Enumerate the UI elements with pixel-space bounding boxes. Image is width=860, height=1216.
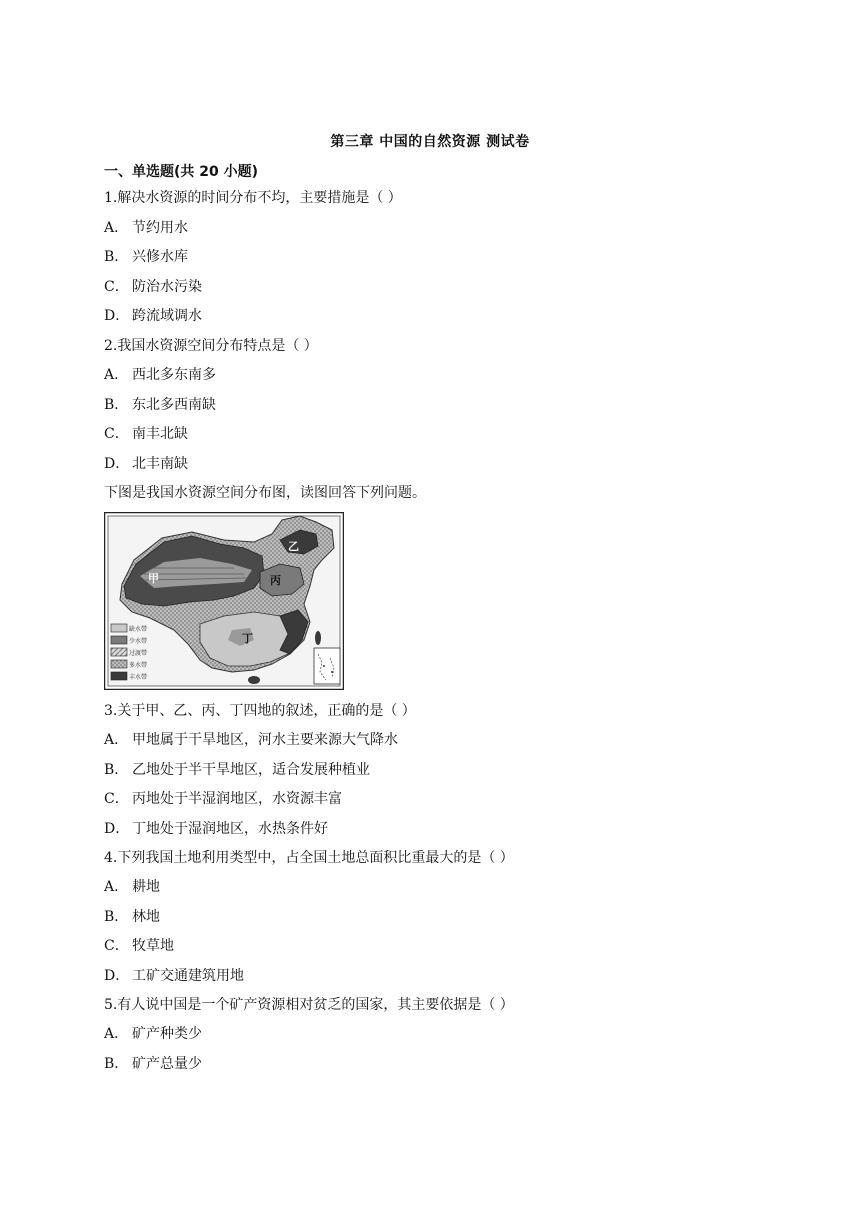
option-text: 牧草地 — [132, 938, 174, 955]
option-letter: C． — [104, 426, 129, 442]
option-letter: A． — [104, 1026, 129, 1043]
question-stem: 2.我国水资源空间分布特点是（ ） — [104, 337, 318, 354]
option-letter: B． — [104, 761, 129, 778]
option-letter: B． — [104, 249, 129, 265]
answer-option — [104, 790, 342, 808]
answer-option — [104, 820, 328, 838]
answer-option — [104, 307, 202, 325]
question-stem: 4.下列我国土地利用类型中，占全国土地总面积比重最大的是（ ） — [104, 850, 514, 866]
option-text: 西北多东南多 — [132, 367, 216, 383]
answer-option — [104, 908, 160, 926]
label-yi: 乙 — [288, 540, 299, 553]
option-letter: A． — [104, 732, 129, 749]
water-resource-map — [104, 512, 344, 690]
option-letter: B． — [104, 1055, 129, 1072]
option-letter: B． — [104, 396, 129, 413]
question-stem: 3.关于甲、乙、丙、丁四地的叙述，正确的是（ ） — [104, 703, 416, 719]
south-sea-inset — [314, 648, 340, 684]
answer-option — [104, 731, 398, 749]
answer-option — [104, 248, 188, 266]
option-text: 跨流域调水 — [132, 308, 202, 324]
answer-option — [104, 967, 244, 985]
answer-option — [104, 219, 188, 237]
option-text: 甲地属于干旱地区，河水主要来源大气降水 — [132, 732, 398, 749]
option-text: 兴修水库 — [132, 249, 188, 265]
option-letter: A． — [104, 367, 129, 383]
china-map-figure — [104, 512, 344, 690]
section-heading: 一、单选题(共 20 小题) — [104, 164, 259, 180]
option-text: 矿产种类少 — [132, 1026, 202, 1043]
answer-option — [104, 455, 188, 473]
option-letter: D． — [104, 820, 130, 837]
legend-item: 缺水带 — [129, 626, 148, 633]
label-ding: 丁 — [242, 632, 253, 645]
option-letter: C． — [104, 791, 129, 808]
legend-item: 过渡带 — [129, 650, 148, 657]
option-text: 丁地处于湿润地区，水热条件好 — [132, 820, 328, 837]
answer-option — [104, 761, 370, 779]
answer-option — [104, 1055, 202, 1073]
answer-option — [104, 425, 188, 443]
option-text: 防治水污染 — [132, 278, 202, 295]
answer-option — [104, 937, 174, 955]
option-text: 耕地 — [132, 879, 160, 896]
option-letter: A． — [104, 879, 129, 896]
option-letter: D． — [104, 308, 130, 324]
option-letter: D． — [104, 455, 130, 472]
question-stem: 5.有人说中国是一个矿产资源相对贫乏的国家，其主要依据是（ ） — [104, 997, 514, 1013]
answer-option — [104, 396, 216, 414]
option-letter: C． — [104, 278, 129, 295]
option-letter: C． — [104, 938, 129, 955]
answer-option — [104, 1025, 202, 1043]
option-text: 林地 — [132, 908, 160, 925]
question-stem: 下图是我国水资源空间分布图，读图回答下列问题。 — [104, 485, 426, 501]
answer-option — [104, 878, 160, 896]
option-text: 乙地处于半干旱地区，适合发展种植业 — [132, 761, 370, 778]
option-text: 东北多西南缺 — [132, 396, 216, 413]
option-text: 丙地处于半湿润地区，水资源丰富 — [132, 791, 342, 808]
page-title: 第三章 中国的自然资源 测试卷 — [330, 134, 530, 150]
answer-option — [104, 366, 216, 384]
option-letter: D． — [104, 967, 130, 984]
question-stem: 1.解决水资源的时间分布不均，主要措施是（ ） — [104, 190, 402, 206]
option-text: 节约用水 — [132, 219, 188, 236]
answer-option — [104, 278, 202, 296]
legend-item: 丰水带 — [129, 674, 148, 681]
option-text: 北丰南缺 — [132, 455, 188, 472]
option-text: 矿产总量少 — [132, 1055, 202, 1072]
option-letter: A． — [104, 219, 129, 236]
option-letter: B． — [104, 908, 129, 925]
legend-item: 少水带 — [129, 638, 148, 645]
option-text: 工矿交通建筑用地 — [132, 967, 244, 984]
label-bing: 丙 — [270, 574, 281, 587]
label-jia: 甲 — [148, 572, 159, 585]
option-text: 南丰北缺 — [132, 426, 188, 442]
legend-item: 多水带 — [129, 662, 148, 669]
